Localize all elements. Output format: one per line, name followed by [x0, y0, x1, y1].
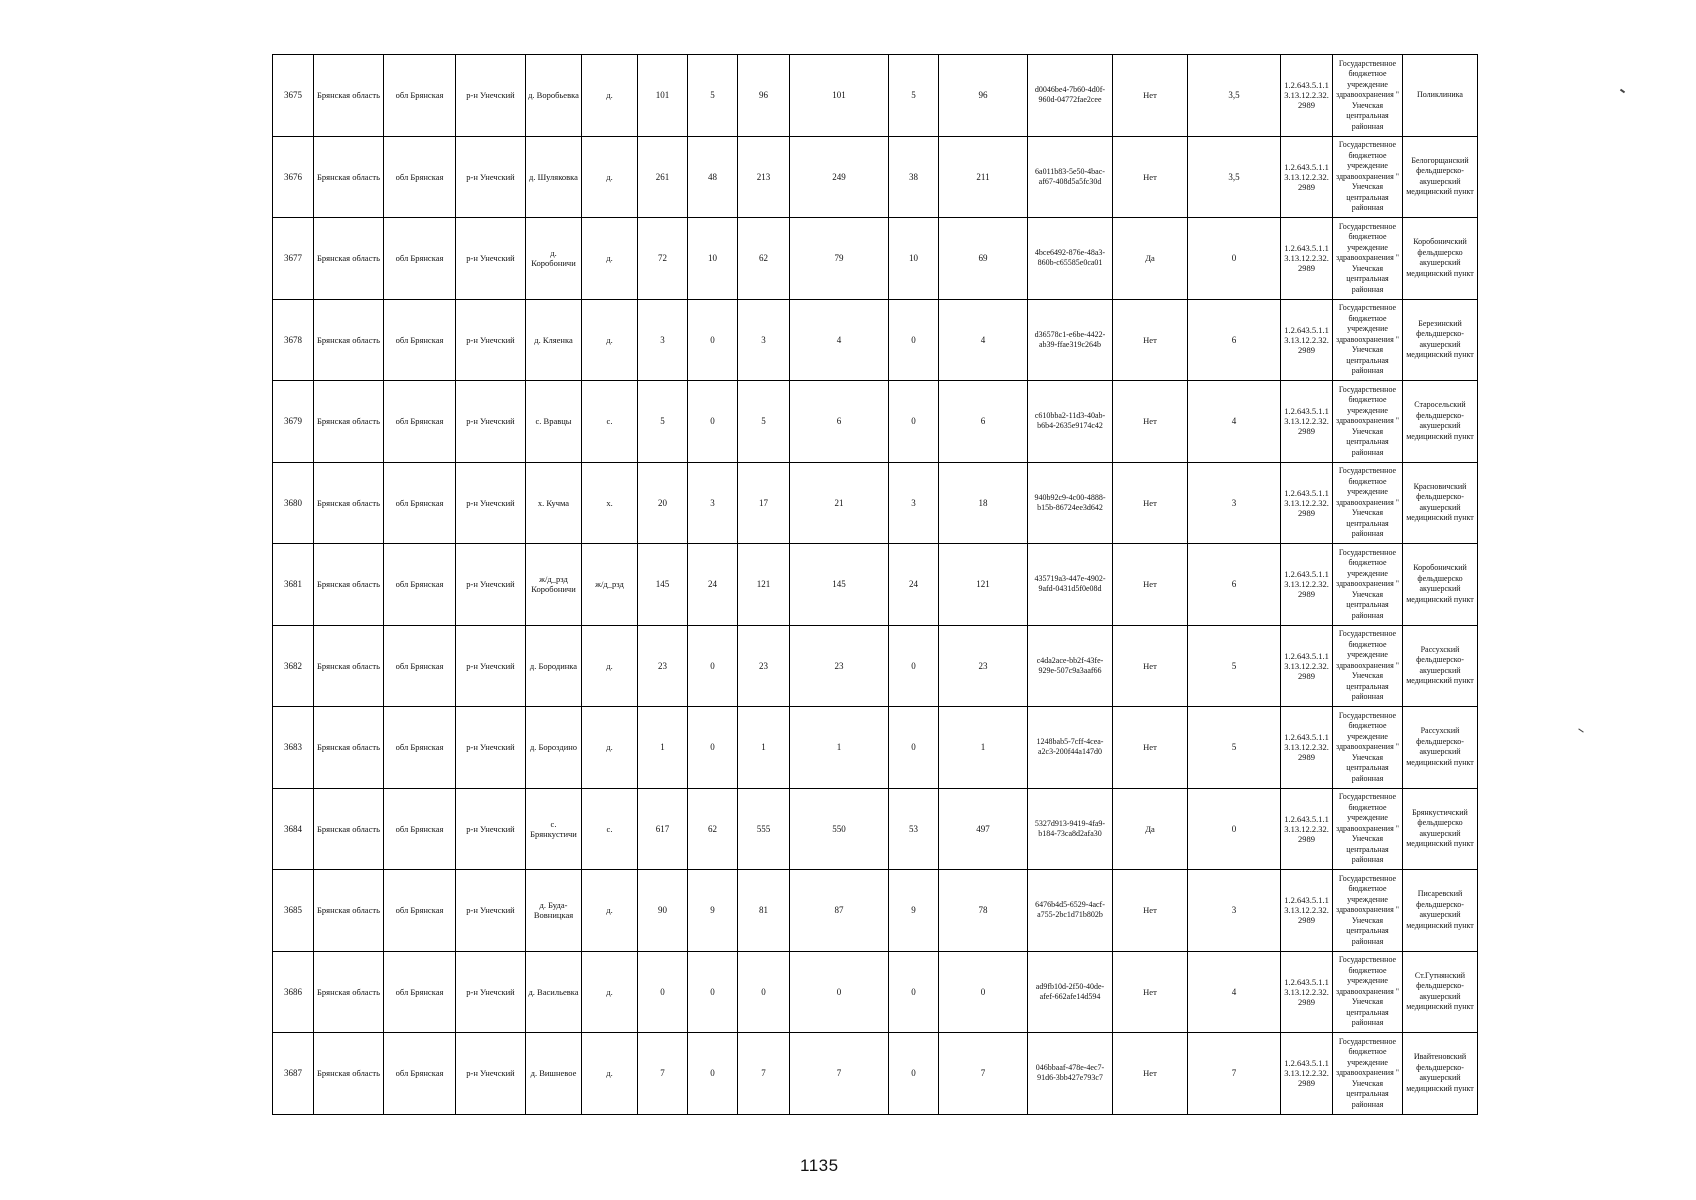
organization-name-text: Государственное бюджетное учреждение здравоохранения " Унечская центральная районная	[1335, 303, 1400, 375]
org-oid-cell: 1.2.643.5.1.13.13.12.2.32.2989	[1281, 299, 1333, 381]
population-adults-prev-cell: 78	[939, 870, 1028, 952]
region-cell: Брянская область	[314, 299, 384, 381]
record-number-cell: 3676	[273, 136, 314, 218]
population-children-prev-cell: 0	[889, 381, 939, 463]
org-oid-cell: 1.2.643.5.1.13.13.12.2.32.2989	[1281, 544, 1333, 626]
organization-name-text: Государственное бюджетное учреждение здравоохранения " Унечская центральная районная	[1335, 384, 1400, 457]
organization-name-cell	[1333, 1033, 1403, 1115]
facility-name-cell: Красновичский фельдшерско-акушерский медицинский пункт	[1403, 462, 1478, 544]
organization-name-cell	[1333, 218, 1403, 300]
has-facility-cell: Нет	[1113, 870, 1188, 952]
table-row	[273, 951, 1478, 1033]
org-oid-cell: 1.2.643.5.1.13.13.12.2.32.2989	[1281, 462, 1333, 544]
record-number-cell: 3685	[273, 870, 314, 952]
population-total-cell: 5	[638, 381, 688, 463]
population-total-cell: 3	[638, 299, 688, 381]
table-row	[273, 462, 1478, 544]
region-code-cell: обл Брянская	[384, 625, 456, 707]
record-number-cell: 3677	[273, 218, 314, 300]
settlement-type-cell: д.	[582, 870, 638, 952]
distance-km-cell: 6	[1188, 544, 1281, 626]
population-adults-cell: 121	[738, 544, 790, 626]
distance-km-cell: 7	[1188, 1033, 1281, 1115]
org-oid-cell: 1.2.643.5.1.13.13.12.2.32.2989	[1281, 55, 1333, 137]
organization-name-text: Государственное бюджетное учреждение здравоохранения " Унечская центральная районная	[1335, 140, 1400, 212]
table-row	[273, 870, 1478, 952]
population-children-prev-cell: 5	[889, 55, 939, 137]
distance-km-cell: 0	[1188, 218, 1281, 300]
population-total-prev-cell: 23	[790, 625, 889, 707]
population-total-cell: 145	[638, 544, 688, 626]
population-adults-prev-cell: 69	[939, 218, 1028, 300]
population-total-prev-cell: 550	[790, 788, 889, 870]
record-number-cell: 3679	[273, 381, 314, 463]
organization-name-text: Государственное бюджетное учреждение здравоохранения " Унечская центральная районная	[1335, 955, 1400, 1027]
record-number-cell: 3678	[273, 299, 314, 381]
has-facility-cell: Нет	[1113, 381, 1188, 463]
population-children-cell: 9	[688, 870, 738, 952]
facility-name-cell: Рассухский фельдшерско-акушерский медицинский пункт	[1403, 625, 1478, 707]
settlement-type-cell: д.	[582, 707, 638, 789]
district-cell: р-н Унечский	[456, 55, 526, 137]
table-row	[273, 1033, 1478, 1115]
region-cell: Брянская область	[314, 55, 384, 137]
settlement-type-cell: д.	[582, 136, 638, 218]
organization-name-text: Государственное бюджетное учреждение здравоохранения " Унечская центральная районная	[1335, 792, 1400, 864]
district-cell: р-н Унечский	[456, 299, 526, 381]
settlement-type-cell: ж/д_рзд	[582, 544, 638, 626]
population-adults-cell: 7	[738, 1033, 790, 1115]
organization-name-text: Государственное бюджетное учреждение здравоохранения " Унечская центральная районная	[1335, 221, 1400, 294]
settlement-type-cell: д.	[582, 1033, 638, 1115]
record-number-cell: 3681	[273, 544, 314, 626]
distance-km-cell: 4	[1188, 951, 1281, 1033]
settlement-cell: д. Шуляковка	[526, 136, 582, 218]
org-oid-cell: 1.2.643.5.1.13.13.12.2.32.2989	[1281, 381, 1333, 463]
settlement-guid-cell: 940b92c9-4c00-4888-b15b-86724ee3d642	[1028, 462, 1113, 544]
settlement-guid-cell: c610bba2-11d3-40ab-b6b4-2635e9174c42	[1028, 381, 1113, 463]
region-cell: Брянская область	[314, 1033, 384, 1115]
population-adults-prev-cell: 0	[939, 951, 1028, 1033]
facility-name-cell: Старосельский фельдшерско-акушерский медицинский пункт	[1403, 381, 1478, 463]
organization-name-cell	[1333, 381, 1403, 463]
distance-km-cell: 5	[1188, 707, 1281, 789]
region-cell: Брянская область	[314, 707, 384, 789]
organization-name-cell	[1333, 544, 1403, 626]
scan-mark	[1620, 89, 1625, 94]
table-row	[273, 136, 1478, 218]
facility-name-cell: Поликлиника	[1403, 55, 1478, 137]
organization-name-text: Государственное бюджетное учреждение здравоохранения " Унечская центральная районная	[1335, 629, 1400, 701]
settlement-cell: д. Воробьевка	[526, 55, 582, 137]
facility-name-cell: Брянкустичский фельдшерско акушерский медицинский пункт	[1403, 788, 1478, 870]
settlement-cell: х. Кучма	[526, 462, 582, 544]
region-code-cell: обл Брянская	[384, 707, 456, 789]
population-adults-prev-cell: 1	[939, 707, 1028, 789]
table-row	[273, 788, 1478, 870]
has-facility-cell: Нет	[1113, 136, 1188, 218]
organization-name-cell	[1333, 707, 1403, 789]
region-code-cell: обл Брянская	[384, 788, 456, 870]
record-number-cell: 3680	[273, 462, 314, 544]
settlement-type-cell: с.	[582, 788, 638, 870]
population-total-cell: 101	[638, 55, 688, 137]
has-facility-cell: Нет	[1113, 707, 1188, 789]
population-children-cell: 24	[688, 544, 738, 626]
settlement-guid-cell: 6476b4d5-6529-4acf-a755-2bc1d71b802b	[1028, 870, 1113, 952]
org-oid-cell: 1.2.643.5.1.13.13.12.2.32.2989	[1281, 951, 1333, 1033]
population-children-prev-cell: 9	[889, 870, 939, 952]
district-cell: р-н Унечский	[456, 544, 526, 626]
region-code-cell: обл Брянская	[384, 218, 456, 300]
organization-name-text: Государственное бюджетное учреждение здравоохранения " Унечская центральная районная	[1335, 1036, 1400, 1109]
organization-name-text: Государственное бюджетное учреждение здравоохранения " Унечская центральная районная	[1335, 58, 1400, 131]
district-cell: р-н Унечский	[456, 870, 526, 952]
facility-name-cell: Коробоничский фельдшерско акушерский медицинский пункт	[1403, 544, 1478, 626]
table-row	[273, 55, 1478, 137]
registry-sheet	[272, 54, 1474, 1115]
region-code-cell: обл Брянская	[384, 381, 456, 463]
population-adults-prev-cell: 96	[939, 55, 1028, 137]
population-adults-cell: 62	[738, 218, 790, 300]
population-total-cell: 1	[638, 707, 688, 789]
population-total-prev-cell: 87	[790, 870, 889, 952]
facility-name-cell: Ст.Гутнянский фельдшерско-акушерский медицинский пункт	[1403, 951, 1478, 1033]
population-children-prev-cell: 3	[889, 462, 939, 544]
org-oid-cell: 1.2.643.5.1.13.13.12.2.32.2989	[1281, 870, 1333, 952]
registry-body	[273, 55, 1478, 1115]
population-adults-prev-cell: 4	[939, 299, 1028, 381]
has-facility-cell: Да	[1113, 788, 1188, 870]
population-children-prev-cell: 53	[889, 788, 939, 870]
distance-km-cell: 3,5	[1188, 55, 1281, 137]
organization-name-cell	[1333, 870, 1403, 952]
population-children-prev-cell: 0	[889, 951, 939, 1033]
region-cell: Брянская область	[314, 544, 384, 626]
organization-name-text: Государственное бюджетное учреждение здравоохранения " Унечская центральная районная	[1335, 710, 1400, 783]
has-facility-cell: Нет	[1113, 462, 1188, 544]
org-oid-cell: 1.2.643.5.1.13.13.12.2.32.2989	[1281, 136, 1333, 218]
settlement-guid-cell: d36578c1-e6be-4422-ab39-ffae319c264b	[1028, 299, 1113, 381]
population-children-cell: 5	[688, 55, 738, 137]
region-cell: Брянская область	[314, 951, 384, 1033]
facility-name-cell: Ивайтеновский фельдшерско-акушерский медицинский пункт	[1403, 1033, 1478, 1115]
population-children-cell: 0	[688, 381, 738, 463]
population-total-cell: 90	[638, 870, 688, 952]
population-adults-prev-cell: 18	[939, 462, 1028, 544]
settlement-guid-cell: ad9fb10d-2f50-40de-afef-662afe14d594	[1028, 951, 1113, 1033]
table-row	[273, 381, 1478, 463]
settlement-cell: ж/д_рзд Коробоничи	[526, 544, 582, 626]
settlement-cell: с. Брянкустичи	[526, 788, 582, 870]
scan-mark	[1578, 728, 1583, 732]
has-facility-cell: Нет	[1113, 1033, 1188, 1115]
record-number-cell: 3684	[273, 788, 314, 870]
settlement-type-cell: с.	[582, 381, 638, 463]
settlement-type-cell: х.	[582, 462, 638, 544]
distance-km-cell: 6	[1188, 299, 1281, 381]
organization-name-cell	[1333, 299, 1403, 381]
population-adults-prev-cell: 211	[939, 136, 1028, 218]
has-facility-cell: Нет	[1113, 299, 1188, 381]
facility-name-cell: Березинский фельдшерско-акушерский медицинский пункт	[1403, 299, 1478, 381]
has-facility-cell: Да	[1113, 218, 1188, 300]
district-cell: р-н Унечский	[456, 218, 526, 300]
table-row	[273, 707, 1478, 789]
population-children-prev-cell: 24	[889, 544, 939, 626]
region-code-cell: обл Брянская	[384, 136, 456, 218]
population-adults-cell: 555	[738, 788, 790, 870]
population-total-cell: 23	[638, 625, 688, 707]
facility-name-cell: Рассухский фельдшерско-акушерский медицинский пункт	[1403, 707, 1478, 789]
settlement-guid-cell: d0046be4-7b60-4d0f-960d-04772fae2cee	[1028, 55, 1113, 137]
region-code-cell: обл Брянская	[384, 299, 456, 381]
region-code-cell: обл Брянская	[384, 1033, 456, 1115]
district-cell: р-н Унечский	[456, 707, 526, 789]
population-adults-cell: 81	[738, 870, 790, 952]
has-facility-cell: Нет	[1113, 625, 1188, 707]
population-total-cell: 261	[638, 136, 688, 218]
population-children-prev-cell: 0	[889, 707, 939, 789]
has-facility-cell: Нет	[1113, 544, 1188, 626]
district-cell: р-н Унечский	[456, 951, 526, 1033]
org-oid-cell: 1.2.643.5.1.13.13.12.2.32.2989	[1281, 218, 1333, 300]
population-adults-prev-cell: 6	[939, 381, 1028, 463]
population-total-cell: 0	[638, 951, 688, 1033]
population-total-prev-cell: 0	[790, 951, 889, 1033]
distance-km-cell: 4	[1188, 381, 1281, 463]
table-row	[273, 299, 1478, 381]
settlement-guid-cell: 4bce6492-876e-48a3-860b-c65585e0ca01	[1028, 218, 1113, 300]
population-total-prev-cell: 6	[790, 381, 889, 463]
has-facility-cell: Нет	[1113, 55, 1188, 137]
district-cell: р-н Унечский	[456, 788, 526, 870]
facility-name-cell: Коробоничский фельдшерско акушерский медицинский пункт	[1403, 218, 1478, 300]
population-children-prev-cell: 0	[889, 1033, 939, 1115]
distance-km-cell: 3	[1188, 870, 1281, 952]
region-code-cell: обл Брянская	[384, 951, 456, 1033]
settlement-cell: д. Бороздино	[526, 707, 582, 789]
organization-name-cell	[1333, 55, 1403, 137]
table-row	[273, 218, 1478, 300]
settlement-guid-cell: 5327d913-9419-4fa9-b184-73ca8d2afa30	[1028, 788, 1113, 870]
record-number-cell: 3687	[273, 1033, 314, 1115]
settlement-type-cell: д.	[582, 299, 638, 381]
region-code-cell: обл Брянская	[384, 544, 456, 626]
population-children-cell: 62	[688, 788, 738, 870]
settlement-type-cell: д.	[582, 625, 638, 707]
population-adults-prev-cell: 7	[939, 1033, 1028, 1115]
population-adults-cell: 96	[738, 55, 790, 137]
population-total-prev-cell: 79	[790, 218, 889, 300]
population-children-cell: 3	[688, 462, 738, 544]
record-number-cell: 3683	[273, 707, 314, 789]
region-code-cell: обл Брянская	[384, 55, 456, 137]
organization-name-cell	[1333, 462, 1403, 544]
region-cell: Брянская область	[314, 136, 384, 218]
region-cell: Брянская область	[314, 218, 384, 300]
population-total-prev-cell: 249	[790, 136, 889, 218]
population-adults-cell: 23	[738, 625, 790, 707]
org-oid-cell: 1.2.643.5.1.13.13.12.2.32.2989	[1281, 625, 1333, 707]
population-total-prev-cell: 7	[790, 1033, 889, 1115]
org-oid-cell: 1.2.643.5.1.13.13.12.2.32.2989	[1281, 707, 1333, 789]
record-number-cell: 3682	[273, 625, 314, 707]
population-children-cell: 48	[688, 136, 738, 218]
facility-name-cell: Писаревский фельдшерско-акушерский медицинский пункт	[1403, 870, 1478, 952]
population-adults-cell: 3	[738, 299, 790, 381]
population-children-cell: 0	[688, 951, 738, 1033]
organization-name-cell	[1333, 951, 1403, 1033]
population-adults-cell: 1	[738, 707, 790, 789]
population-adults-prev-cell: 23	[939, 625, 1028, 707]
settlement-type-cell: д.	[582, 951, 638, 1033]
table-row	[273, 625, 1478, 707]
has-facility-cell: Нет	[1113, 951, 1188, 1033]
region-cell: Брянская область	[314, 381, 384, 463]
population-children-cell: 0	[688, 707, 738, 789]
population-total-cell: 20	[638, 462, 688, 544]
population-total-prev-cell: 1	[790, 707, 889, 789]
district-cell: р-н Унечский	[456, 462, 526, 544]
population-adults-cell: 0	[738, 951, 790, 1033]
registry-table	[272, 54, 1478, 1115]
organization-name-cell	[1333, 136, 1403, 218]
population-total-prev-cell: 101	[790, 55, 889, 137]
org-oid-cell: 1.2.643.5.1.13.13.12.2.32.2989	[1281, 1033, 1333, 1115]
population-children-prev-cell: 0	[889, 625, 939, 707]
page-number: 1135	[800, 1156, 839, 1175]
facility-name-cell: Белогорщанский фельдшерско-акушерский медицинский пункт	[1403, 136, 1478, 218]
settlement-cell: д. Вишневое	[526, 1033, 582, 1115]
population-children-prev-cell: 10	[889, 218, 939, 300]
distance-km-cell: 3,5	[1188, 136, 1281, 218]
population-total-cell: 617	[638, 788, 688, 870]
region-code-cell: обл Брянская	[384, 462, 456, 544]
population-total-cell: 7	[638, 1033, 688, 1115]
organization-name-text: Государственное бюджетное учреждение здравоохранения " Унечская центральная районная	[1335, 466, 1400, 538]
organization-name-text: Государственное бюджетное учреждение здравоохранения " Унечская центральная районная	[1335, 547, 1400, 620]
population-total-prev-cell: 4	[790, 299, 889, 381]
settlement-cell: д. Васильевка	[526, 951, 582, 1033]
org-oid-cell: 1.2.643.5.1.13.13.12.2.32.2989	[1281, 788, 1333, 870]
district-cell: р-н Унечский	[456, 625, 526, 707]
distance-km-cell: 0	[1188, 788, 1281, 870]
settlement-cell: д. Коробоничи	[526, 218, 582, 300]
settlement-guid-cell: 435719a3-447e-4902-9afd-0431d5f0e08d	[1028, 544, 1113, 626]
table-row	[273, 544, 1478, 626]
settlement-cell: с. Вравцы	[526, 381, 582, 463]
population-children-prev-cell: 38	[889, 136, 939, 218]
settlement-guid-cell: 6a011b83-5e50-4bac-af67-408d5a5fc30d	[1028, 136, 1113, 218]
region-cell: Брянская область	[314, 788, 384, 870]
record-number-cell: 3686	[273, 951, 314, 1033]
distance-km-cell: 5	[1188, 625, 1281, 707]
population-adults-cell: 5	[738, 381, 790, 463]
population-adults-prev-cell: 121	[939, 544, 1028, 626]
settlement-cell: д. Буда-Вовницкая	[526, 870, 582, 952]
district-cell: р-н Унечский	[456, 136, 526, 218]
organization-name-cell	[1333, 625, 1403, 707]
region-code-cell: обл Брянская	[384, 870, 456, 952]
settlement-cell: д. Кляенка	[526, 299, 582, 381]
distance-km-cell: 3	[1188, 462, 1281, 544]
population-children-cell: 0	[688, 1033, 738, 1115]
settlement-guid-cell: c4da2ace-bb2f-43fe-929e-507c9a3aaf66	[1028, 625, 1113, 707]
population-total-prev-cell: 21	[790, 462, 889, 544]
population-children-cell: 10	[688, 218, 738, 300]
settlement-guid-cell: 1248bab5-7cff-4cea-a2c3-200f44a147d0	[1028, 707, 1113, 789]
settlement-type-cell: д.	[582, 55, 638, 137]
population-adults-cell: 213	[738, 136, 790, 218]
record-number-cell: 3675	[273, 55, 314, 137]
population-adults-cell: 17	[738, 462, 790, 544]
region-cell: Брянская область	[314, 625, 384, 707]
population-total-prev-cell: 145	[790, 544, 889, 626]
settlement-type-cell: д.	[582, 218, 638, 300]
settlement-cell: д. Бородинка	[526, 625, 582, 707]
settlement-guid-cell: 046bbaaf-478e-4ec7-91d6-3bb427e793c7	[1028, 1033, 1113, 1115]
population-children-prev-cell: 0	[889, 299, 939, 381]
district-cell: р-н Унечский	[456, 1033, 526, 1115]
organization-name-text: Государственное бюджетное учреждение здравоохранения " Унечская центральная районная	[1335, 873, 1400, 946]
population-adults-prev-cell: 497	[939, 788, 1028, 870]
population-children-cell: 0	[688, 625, 738, 707]
region-cell: Брянская область	[314, 462, 384, 544]
population-total-cell: 72	[638, 218, 688, 300]
organization-name-cell	[1333, 788, 1403, 870]
district-cell: р-н Унечский	[456, 381, 526, 463]
population-children-cell: 0	[688, 299, 738, 381]
region-cell: Брянская область	[314, 870, 384, 952]
